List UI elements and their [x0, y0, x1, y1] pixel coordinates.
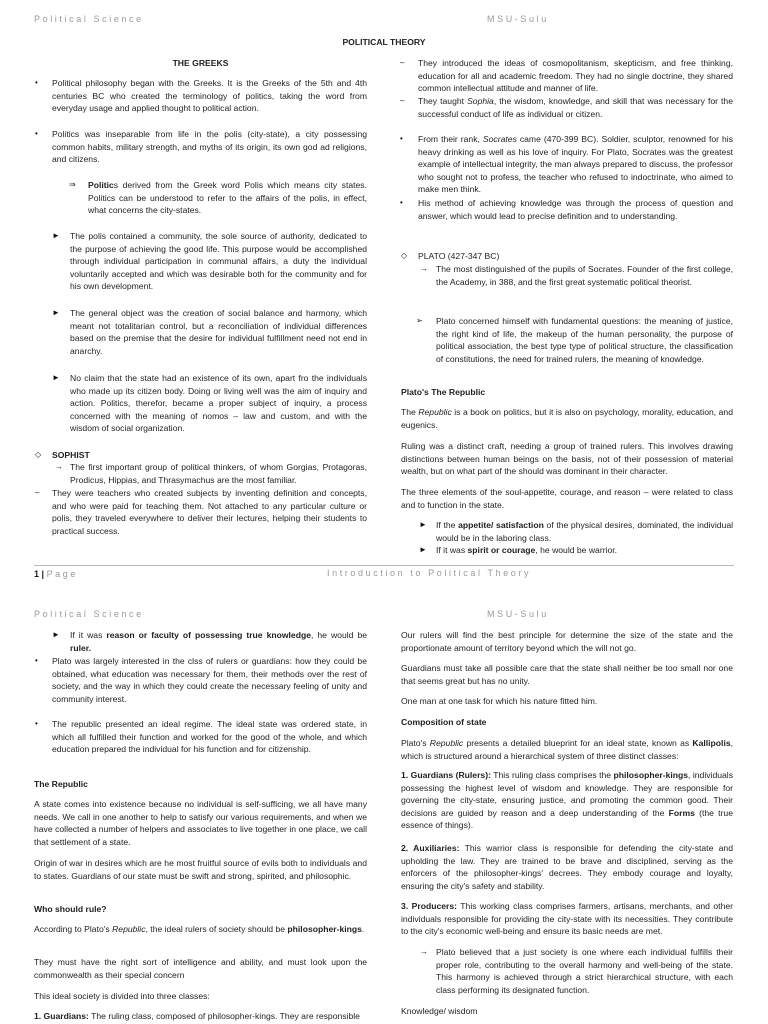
socrates-text-b: came (470-399 BC). Soldier, sculptor, renowned for his heavy drinking as well as his love of inquiry. For Plato, Socrates was the greatest example of intellectual integrity, the man always prepared to discuss, the professor who sought not to profess, the teacher who refused to indoctrinate, who aimed to make men think. [418, 134, 733, 195]
socrates-italic: Socrates [482, 134, 517, 144]
according-text-a: According to Plato's [34, 924, 113, 934]
paragraph-origin-war: Origin of war in desires which are he most fruitful source of evils both to individuals and to states. Guardians of our state must be swift and strong, spirited, and philosophic. [34, 858, 367, 881]
according-text-d: . [361, 924, 365, 934]
guardians-rulers-text-d: , individuals possessing the highest level of wisdom and knowledge. They are responsible for governing the city-state, ensuring justice, and promoting the common good. Their decisions are guided by reason and a deep understanding of the [401, 770, 733, 818]
footer-title: Introduction to Political Theory [327, 568, 532, 578]
paragraph-state-existence: A state comes into existence because no individual is self-sufficing, we all have many needs. We call in one another to help to satisfy our various requirements, and when we have collected a number of helpers and associates to live together in one place, we call that settlement of a state. [34, 799, 367, 847]
triangle-bullet-icon: ► [419, 545, 427, 554]
triangle-bullet-icon: ► [52, 308, 60, 317]
appetite-text-a: If the [436, 520, 459, 530]
triangle-bullet-icon: ► [419, 520, 427, 529]
diamond-bullet-icon: ◇ [401, 251, 408, 260]
bullet-dot: • [400, 134, 403, 143]
republic-heading: Plato's The Republic [401, 387, 486, 397]
appetite-text-c: of the physical desires, dominated, the individual would be in the laboring class. [436, 520, 734, 543]
paragraph-blueprint [401, 737, 733, 762]
paragraph-community: The polis contained a community, the sole source of authority, dedicated to the purpose of achieving the good life. This purpose would be accomplished through individual participation in communal affairs, a duty the individual voluntarily accepted and which was desirable both for the community and for his own development. [70, 231, 367, 292]
appetite-bold: appetite/ satisfaction [458, 520, 544, 530]
paragraph-plato-interest: Plato was largely interested in the clss of rulers or guardians: how they could be obtained, what education was necessary for them, their methods over the rest of society, and the way in which they could create the necessary feeling of unity and community interest. [52, 656, 367, 704]
producers-bold: 3. Producers: [401, 901, 457, 911]
page-number-value: 1 [34, 569, 40, 579]
republic-italic: Republic [418, 407, 452, 417]
guardians-text: The ruling class, composed of philosopher-kings. They are responsible [88, 1011, 360, 1021]
guardians-rulers-text-f: (the true essence of things). [401, 807, 733, 831]
arrow-bullet-icon: → [420, 264, 428, 273]
paragraph-ideal-regime: The republic presented an ideal regime. The ideal state was ordered state, in which all fulfilled their function and worked for the good of the whole, and which education prepared the individual for his function and for citizenship. [52, 719, 367, 755]
paragraph-polis: Politics was inseparable from life in the polis (city-state), a city possessing common habits, military strength, and myths of its origin, its own god ad religions, and citizens. [52, 129, 367, 165]
triangle-bullet-icon: ► [52, 630, 60, 639]
according-italic: Republic [112, 924, 146, 934]
page-number-separator: | [41, 569, 45, 579]
paragraph-sophia [418, 95, 733, 120]
plato-heading: PLATO (427-347 BC) [418, 251, 500, 261]
bullet-dot: • [35, 719, 38, 728]
reason-text-a: If it was [70, 630, 107, 640]
footer-divider [34, 565, 734, 566]
paragraph-sophist-teachers: They were teachers who created subjects by inventing definition and concepts, and who were paid for teaching them. Not attached to any particular culture or polis, they traveled everywhere to deliver their lectures, helping their students to practical success. [52, 488, 367, 536]
paragraph-plato-first: The most distinguished of the pupils of Socrates. Founder of the first college, the Academy, in 388, and the first great systematic political theorist. [436, 264, 733, 287]
paragraph-appetite [436, 519, 733, 544]
page-title: POLITICAL THEORY [342, 37, 426, 47]
triangle-bullet-icon: ► [52, 373, 60, 382]
guardians-bold: 1. Guardians: [34, 1011, 89, 1021]
spirit-bold: spirit or courage [467, 545, 536, 555]
bullet-dot: • [35, 129, 38, 138]
blueprint-bold: Kallipolis [692, 738, 731, 748]
double-arrow-icon: ⇒ [69, 180, 76, 189]
page2-header-right: MSU-Sulu [487, 609, 549, 619]
paragraph-according [34, 923, 367, 936]
socrates-text-a: From their rank, [418, 134, 483, 144]
paragraph-no-claim: No claim that the state had an existence of its own, apart fro the individuals who made up its citizen body. Doing or living well was the aim of inquiry and action. Politics, therefor, became a proper subject of inquiry, a process concerned with the meaning of nomos – law and custom, and with the wisdom of social organization. [70, 373, 367, 434]
sophia-italic: Sophia [467, 96, 494, 106]
paragraph-reason [70, 629, 367, 654]
who-should-rule-heading: Who should rule? [34, 904, 107, 914]
paragraph-elements: The three elements of the soul-appetite, courage, and reason – were related to class and to function in the state. [401, 487, 733, 510]
paragraph-cosmopolitanism: They introduced the ideas of cosmopolitanism, skepticism, and free thinking, education for all and academic freedom. They had no single doctrine, they shared common intellectual attitude and manner of life. [418, 58, 733, 94]
sophist-heading: SOPHIST [52, 450, 90, 460]
blueprint-text-b: presents a detailed blueprint for an ideal state, known as [463, 738, 693, 748]
page2-header-left: Political Science [34, 609, 144, 619]
guardians-rulers-bold: 1. Guardians (Rulers): [401, 770, 491, 780]
paragraph-guardians [34, 1010, 367, 1023]
paragraph-intelligence: They must have the right sort of intelligence and ability, and must look upon the commonwealth as their special concern [34, 957, 367, 980]
paragraph-politics-definition [88, 179, 367, 217]
according-bold: philosopher-kings [287, 924, 362, 934]
blueprint-text-d: , which is structured around a hierarchical system of three distinct classes: [401, 738, 733, 761]
paragraph-auxiliaries [401, 842, 733, 892]
page-number [34, 568, 78, 581]
reason-bold: reason or faculty of possessing true knowledge [106, 630, 311, 640]
greeks-heading: THE GREEKS [172, 58, 229, 68]
paragraph-general-object: The general object was the creation of social balance and harmony, which meant not totalitarian control, but a reconciliation of individual differences based on the premise that the desire for individual fulfillment need not end in anarchy. [70, 308, 367, 356]
paragraph-divided: This ideal society is divided into three classes: [34, 991, 210, 1001]
paragraph-republic-book [401, 406, 733, 431]
blueprint-italic: Republic [429, 738, 464, 748]
dash-bullet: – [400, 96, 405, 105]
sophia-text-a: They taught [418, 96, 468, 106]
paragraph-guardians-rulers [401, 769, 733, 832]
bullet-dot: • [35, 656, 38, 665]
paragraph-socrates [418, 133, 733, 196]
philosopher-kings-bold: philosopher-kings [613, 770, 689, 780]
arrowhead-bullet-icon: ➢ [416, 316, 423, 325]
paragraph-method: His method of achieving knowledge was through the process of question and answer, which would lead to precise definition and to understanding. [418, 198, 733, 221]
triangle-bullet-icon: ► [52, 231, 60, 240]
republic-text-a: The [401, 407, 419, 417]
dash-bullet: – [400, 58, 405, 67]
spirit-text-c: , he would be warrior. [535, 545, 618, 555]
reason-text-c: , he would be [311, 630, 367, 640]
paragraph-just-society: Plato believed that a just society is one where each individual fulfills their proper role, contributing to the overall harmony and well-being of the state. This harmony is achieved through a strict hierarchical structure, with each class performing its designated function. [436, 947, 733, 995]
page1-header-left: Political Science [34, 14, 144, 24]
bullet-dot: • [400, 198, 403, 207]
paragraph-ruling: Ruling was a distinct craft, needing a group of trained rulers. This involves drawing distinctions between human beings on the basis, not of their possession of material wealth, but on what part of the should was dominant in their character. [401, 441, 733, 477]
composition-heading: Composition of state [401, 717, 487, 727]
reason-ruler-bold: ruler. [70, 642, 92, 653]
paragraph-plato-concern: Plato concerned himself with fundamental questions: the meaning of justice, the right kind of life, the makeup of the human personality, the purpose of political association, the best type type of political structure, the classification of constitutions, the need for trained rulers, the meaning of knowledge. [436, 316, 733, 364]
auxiliaries-text: This warrior class is responsible for defending the city-state and upholding the law. They are trained to be brave and disciplined, serving as the enforcers of the philosopher-kings' decrees. They embody courage and loyalty, ensuring the city's safety and stability. [401, 843, 733, 891]
arrow-bullet-icon: → [55, 462, 63, 471]
page1-header-right: MSU-Sulu [487, 14, 549, 24]
auxiliaries-bold: 2. Auxiliaries: [401, 843, 460, 853]
page-label: Page [46, 569, 78, 579]
arrow-bullet-icon: → [420, 947, 428, 956]
forms-bold: Forms [668, 807, 695, 818]
spirit-text-a: If it was [436, 545, 468, 555]
diamond-bullet-icon: ◇ [35, 450, 42, 459]
producers-text: This working class comprises farmers, artisans, merchants, and other individuals responsible for providing the city-state with its necessities. They contribute to the city's economic well-being and ensure its basic needs are met. [401, 901, 733, 937]
paragraph-rulers-principle: Our rulers will find the best principle for determine the size of the state and the proportionate amount of territory beyond which the will not go. [401, 630, 733, 653]
blueprint-text-a: Plato's [401, 738, 430, 748]
sophia-text-b: , the wisdom, knowledge, and skill that was necessary for the successful conduct of life as individual or citizen. [418, 96, 733, 119]
paragraph-spirit [436, 544, 733, 557]
paragraph-guardians-care: Guardians must take all possible care that the state shall neither be too small nor one that seems great but has no unity. [401, 663, 733, 686]
paragraph-philosophy: Political philosophy began with the Greeks. It is the Greeks of the 5th and 4th centuries BC who created the terminology of politics, taking the word from everyday usage and applied thought to political action. [52, 78, 367, 114]
the-republic-heading: The Republic [34, 779, 88, 789]
paragraph-knowledge: Knowledge/ wisdom [401, 1006, 478, 1016]
guardians-rulers-text-b: This ruling class comprises the [490, 770, 614, 780]
republic-text-b: is a book on politics, but it is also on psychology, morality, education, and eugenics. [401, 407, 733, 430]
politics-bold: Politic [88, 180, 114, 190]
bullet-dot: • [35, 78, 38, 87]
paragraph-sophist-first: The first important group of political thinkers, of whom Gorgias, Protagoras, Prodicus, Hippias, and Thrasymachus are the most familiar. [70, 462, 367, 485]
dash-bullet: – [35, 488, 40, 497]
paragraph-producers [401, 900, 733, 938]
politics-rest: s derived from the Greek word Polis which means city states. Politics can be understood to refer to the affairs of the polis, in effect, what concerns the city-states. [88, 180, 367, 216]
according-text-b: , the ideal rulers of society should be [145, 924, 288, 934]
paragraph-one-man: One man at one task for which his nature fitted him. [401, 696, 598, 706]
